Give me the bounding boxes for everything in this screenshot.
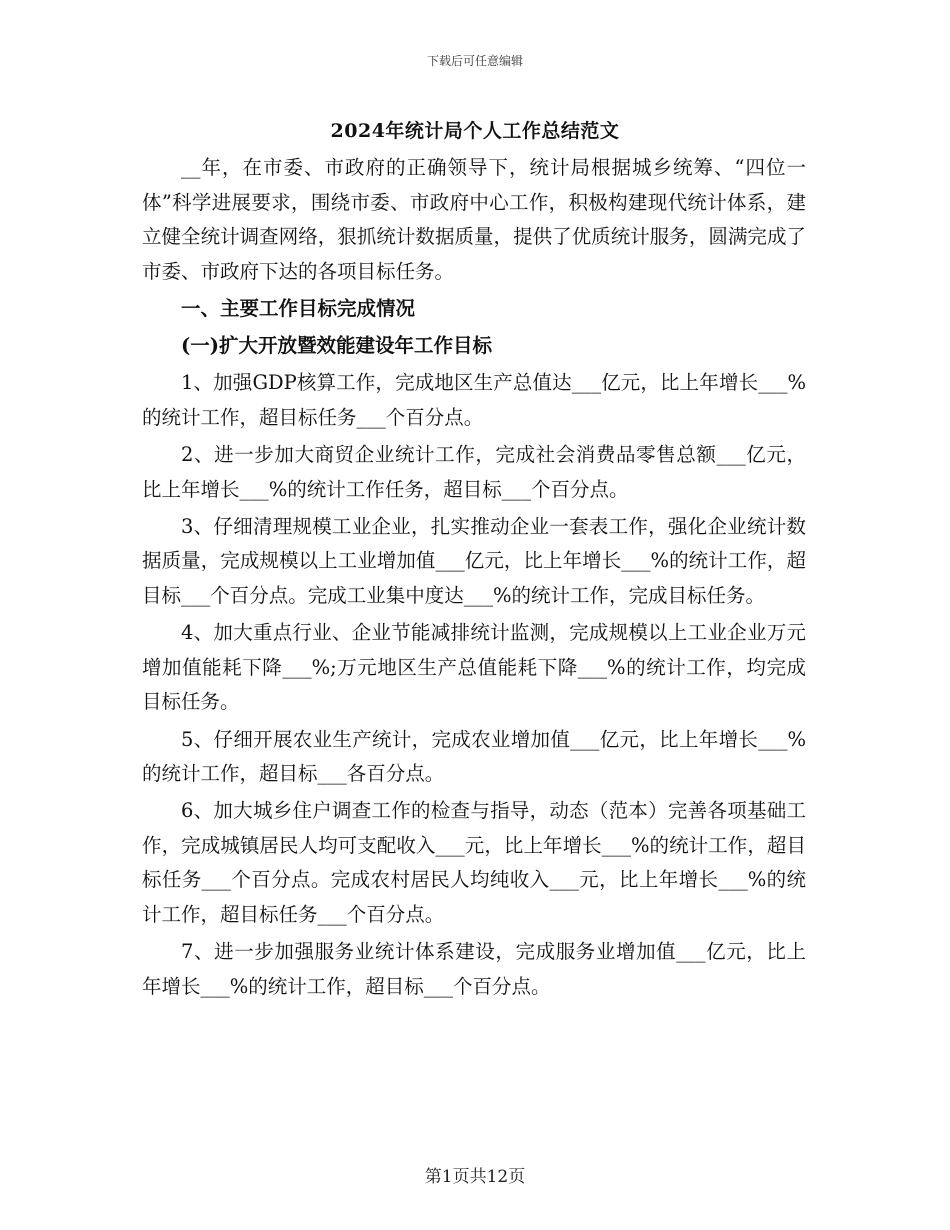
document-body (142, 151, 806, 1007)
paragraph-item-4: 4、加大重点行业、企业节能减排统计监测，完成规模以上工业企业万元增加值能耗下降___%;万元地区生产总值能耗下降___%的统计工作，均完成目标任务。 (142, 621, 806, 714)
paragraph-item-5: 5、仔细开展农业生产统计，完成农业增加值___亿元，比上年增长___%的统计工作，超目标___各百分点。 (142, 727, 806, 786)
paragraph-item-2: 2、进一步加大商贸企业统计工作，完成社会消费品零售总额___亿元，比上年增长___%的统计工作任务，超目标___个百分点。 (142, 443, 806, 501)
document-title: 2024年统计局个人工作总结范文 (330, 120, 620, 142)
paragraph-item-6: 6、加大城乡住户调查工作的检查与指导，动态（范本）完善各项基础工作，完成城镇居民人均可支配收入___元，比上年增长___%的统计工作，超目标任务___个百分点。完成农村居民人均纯收入___元，比上年增长___%的统计工作，超目标任务___个百分点。 (142, 799, 806, 926)
paragraph-item-7: 7、进一步加强服务业统计体系建设，完成服务业增加值___亿元，比上年增长___%的统计工作，超目标___个百分点。 (142, 940, 806, 998)
subsection-heading: (一)扩大开放暨效能建设年工作目标 (181, 334, 492, 358)
page-number: 第1页共12页 (424, 1167, 526, 1187)
header-note: 下载后可任意编辑 (426, 54, 523, 68)
paragraph-intro: __年，在市委、市政府的正确领导下，统计局根据城乡统筹、“四位一体”科学进展要求，围绕市委、市政府中心工作，积极构建现代统计体系，建立健全统计调查网络，狠抓统计数据质量，提供了优质统计服务，圆满完成了市委、市政府下达的各项目标任务。 (142, 156, 806, 283)
section-heading: 一、主要工作目标完成情况 (181, 296, 416, 320)
paragraph-item-3: 3、仔细清理规模工业企业，扎实推动企业一套表工作，强化企业统计数据质量，完成规模以上工业增加值___亿元，比上年增长___%的统计工作，超目标___个百分点。完成工业集中度达___%的统计工作，完成目标任务。 (142, 514, 806, 607)
paragraph-item-1: 1、加强GDP核算工作，完成地区生产总值达___亿元，比上年增长___%的统计工作，超目标任务___个百分点。 (142, 371, 806, 429)
